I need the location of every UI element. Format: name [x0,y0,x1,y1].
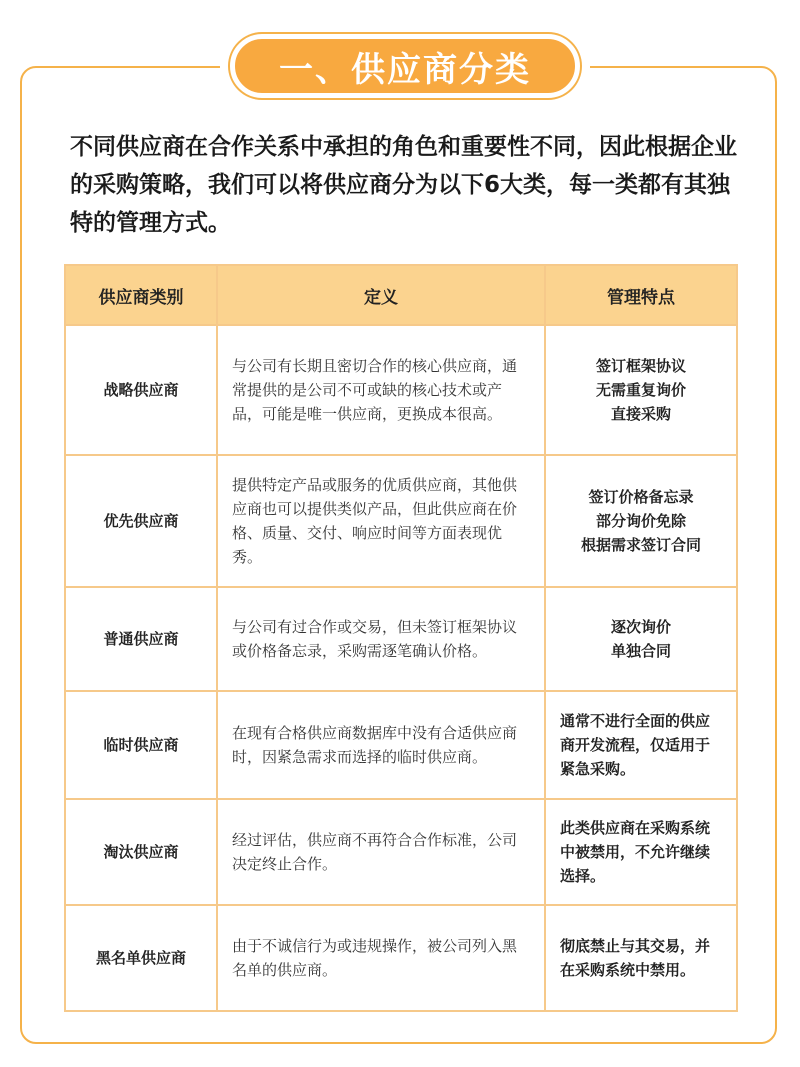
row-category: 普通供应商 [65,587,217,691]
table-row [65,587,737,691]
row-management [545,455,737,587]
management-line: 直接采购 [610,405,671,423]
header-management: 管理特点 [545,265,737,325]
row-management [545,325,737,455]
management-line: 根据需求签订合同 [580,536,701,554]
row-definition: 经过评估，供应商不再符合合作标准，公司决定终止合作。 [217,799,545,905]
table-row [65,325,737,455]
management-line: 部分询价免除 [595,512,686,530]
row-category: 优先供应商 [65,455,217,587]
table-row [65,691,737,799]
row-definition: 与公司有长期且密切合作的核心供应商，通常提供的是公司不可或缺的核心技术或产品，可能是唯一供应商，更换成本很高。 [217,325,545,455]
table-row [65,455,737,587]
section-title: 一、供应商分类 [230,34,580,98]
row-definition: 由于不诚信行为或违规操作，被公司列入黑名单的供应商。 [217,905,545,1011]
management-line: 逐次询价 [610,618,671,636]
row-management: 此类供应商在采购系统中被禁用，不允许继续选择。 [545,799,737,905]
management-line: 签订价格备忘录 [588,488,694,506]
row-management: 通常不进行全面的供应商开发流程，仅适用于紧急采购。 [545,691,737,799]
table-row [65,905,737,1011]
row-definition: 与公司有过合作或交易，但未签订框架协议或价格备忘录，采购需逐笔确认价格。 [217,587,545,691]
row-definition: 在现有合格供应商数据库中没有合适供应商时，因紧急需求而选择的临时供应商。 [217,691,545,799]
table-row [65,799,737,905]
supplier-table [64,264,738,1012]
intro-paragraph: 不同供应商在合作关系中承担的角色和重要性不同，因此根据企业的采购策略，我们可以将供应商分为以下6大类，每一类都有其独特的管理方式。 [70,134,737,236]
row-category: 淘汰供应商 [65,799,217,905]
header-definition: 定义 [217,265,545,325]
row-management [545,587,737,691]
row-definition: 提供特定产品或服务的优质供应商，其他供应商也可以提供类似产品，但此供应商在价格、质量、交付、响应时间等方面表现优秀。 [217,455,545,587]
row-category: 临时供应商 [65,691,217,799]
table-header-row [65,265,737,325]
row-category: 战略供应商 [65,325,217,455]
management-line: 无需重复询价 [595,381,686,399]
row-management: 彻底禁止与其交易，并在采购系统中禁用。 [545,905,737,1011]
row-category: 黑名单供应商 [65,905,217,1011]
management-line: 单独合同 [610,642,671,660]
management-line: 签订框架协议 [595,357,686,375]
header-category: 供应商类别 [65,265,217,325]
